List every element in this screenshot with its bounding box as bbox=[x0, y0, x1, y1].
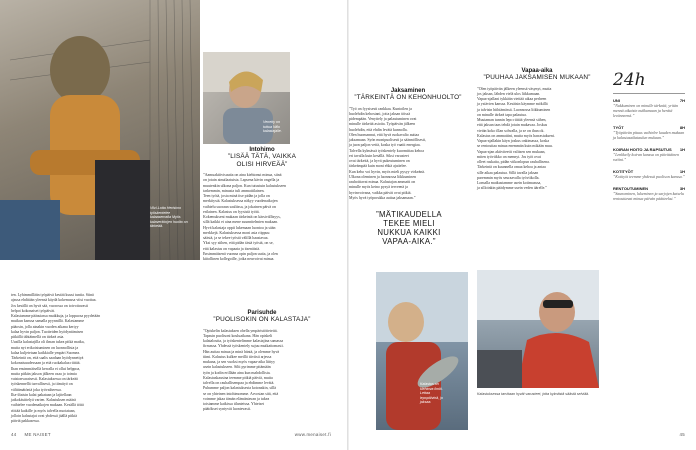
intohimo-line: erilainen. Kalastus on fyysistä työtä. bbox=[203, 209, 260, 214]
jaksaminen-line: ja juon paljon vettä, koska työ vaatii energiaa. bbox=[349, 143, 421, 148]
left-body-line: vaihtelee vuodenaikojen mukaan. Kesällä töitä bbox=[11, 403, 84, 408]
vapaa-aika-line: Lomalla matkustamme usein kotimaassa, bbox=[477, 181, 542, 185]
jaksaminen-line: rauhoittavat minua. Kalastajan ammatti on bbox=[349, 180, 416, 184]
sidebar-divider bbox=[613, 93, 685, 94]
intohimo-line: Yksi syy siihen, että pidän tästä työstä, on se, bbox=[203, 241, 274, 246]
vapaa-aika-line: Tärkeintä on kuunnella omaa kehoa ja antaa bbox=[477, 165, 546, 170]
intohimo-line: Ensimmäisenä vuonna opin paljon uutta, ja olen bbox=[203, 251, 278, 256]
intohimo-line: Hyvä kalastaja oppii lukemaan luontoa ja sään bbox=[203, 225, 276, 230]
left-body-line: välttämätöntä joka työvaiheessa. bbox=[11, 387, 62, 392]
parisuhde-line: firmassa. Yhdessä työskentely sujuu mutkattomasti. bbox=[203, 344, 284, 349]
left-body-line: Ihan ensimmäisellä kerralla ei ollut helppoa, bbox=[11, 366, 81, 371]
vapaa-aika-line: paremmin myös seuraavalla työviikolla. bbox=[477, 175, 540, 180]
photo-red-jacket bbox=[477, 270, 599, 388]
parisuhde-kicker: Parisuhde bbox=[247, 310, 277, 316]
vapaa-aika-line: Vapaa-ajallani tykkään viettää aikaa perheen bbox=[477, 97, 547, 101]
vapaa-aika-line: on minulle tärkeä tapa palautua. bbox=[477, 112, 527, 117]
sidebar-item-hours: 1H bbox=[679, 147, 685, 152]
intohimo-body bbox=[203, 173, 321, 262]
quote-line: TEKEE MIELI bbox=[383, 219, 435, 228]
sidebar-item-label: TYÖT bbox=[613, 125, 624, 130]
parisuhde-line: päätökset syntyvät luontevasti. bbox=[203, 407, 251, 412]
parisuhde-title: ”PUOLISOKIN ON KALASTAJA” bbox=[213, 316, 311, 323]
parisuhde-line: mukana, ja sen vuoksi myös vapaa-aika liittyy bbox=[203, 360, 276, 364]
magazine-name: ME NAISET bbox=[24, 432, 51, 437]
sidebar-item-desc: ”Saunominen, lukeminen ja sarjojen katselu rentouttavat minua päivän päätteeksi.” bbox=[613, 191, 684, 201]
vapaa-aika-line: olleet raskaita, pidän viikonlopun rauhallisena. bbox=[477, 160, 550, 164]
left-body-line: helpot kokonaiset työpäivät. bbox=[11, 308, 55, 313]
sidebar-item-hours: 3H bbox=[679, 186, 685, 191]
vapaa-aika-line: ”Olen työpäivän jälkeen yleensä väsynyt, mutta bbox=[477, 86, 552, 91]
sidebar-item-label: KOTITYÖT bbox=[613, 169, 634, 174]
parisuhde-line: Hän auttaa minua ja minä häntä, ja olemme hyvä bbox=[203, 349, 280, 354]
jaksaminen-title: ”TÄRKEINTÄ ON KEHONHUOLTO” bbox=[354, 94, 462, 101]
left-body-column bbox=[11, 293, 137, 424]
jaksaminen-line: minulle tärkeitä asioita. Työpäivän jälkeen bbox=[349, 122, 416, 127]
jaksaminen-line: Talvella kylmässä työskentely kuormittaa kehoa bbox=[349, 148, 424, 153]
parisuhde-line: talvella on rauhallisempaa ja ehdimme levätä. bbox=[203, 381, 275, 385]
left-body-line: kokonaisuudessaan ja että ruokakalaa riittää. bbox=[11, 361, 81, 366]
left-body-line: muikun kanssa samalla pyynnillä. Kalastamme bbox=[11, 319, 85, 324]
section-vapaa-aika bbox=[477, 68, 597, 192]
parisuhde-line: Kalastuskausina teemme pitkiä päiviä, mutta bbox=[203, 375, 273, 380]
intohimo-line: säästä, ja se tekee työstä välillä haastavaa. bbox=[203, 236, 269, 240]
vapaa-aika-line: ja ystävien kanssa. Kesäisin käymme mökillä bbox=[477, 102, 548, 107]
jaksaminen-line: Olen huomannut, että hyvä ruokavalio auttaa bbox=[349, 132, 420, 137]
pull-quote bbox=[353, 210, 465, 246]
left-body-line: työskennellä turvallisesti, ja tiimityö on bbox=[11, 382, 73, 387]
vapaa-aika-line: että jaksan taas tehdä jotain mukavaa. Joskus bbox=[477, 123, 548, 128]
intohimo-line: tarkemmin, minusta tuli ammattilainen. bbox=[203, 188, 265, 193]
section-intohimo bbox=[203, 147, 321, 262]
jaksaminen-line: Myös hyvä työporukka auttaa jaksamaan.” bbox=[349, 195, 416, 200]
parisuhde-line: se on yhteinen intohimomme. Arvostan sitä, että bbox=[203, 391, 279, 396]
left-body-line: riittää kaikille ja myös talvella nuotataan, bbox=[11, 408, 76, 413]
jaksaminen-line: hyvinvoivana, vaikka päivät ovat pitkiä. bbox=[349, 190, 412, 195]
sidebar-items bbox=[613, 98, 685, 201]
left-body-line: ajassa ehditään yleensä käydä kokemassa viisi vuottaa. bbox=[11, 298, 97, 303]
sidebar-item bbox=[613, 147, 685, 162]
photo-woman-car bbox=[203, 52, 290, 144]
red-jacket-illustration bbox=[477, 270, 599, 388]
vapaa-aika-line: miten työviikko on mennyt. Jos työt ovat bbox=[477, 154, 541, 159]
left-body-line: Ilta-iltaisin kalat pakataan ja lajitellaan bbox=[11, 392, 72, 397]
photo-fish-catch bbox=[376, 272, 468, 430]
page-number-left: 44 bbox=[11, 432, 17, 437]
vapaa-aika-line: sille aikaa palautua. Sillä tavalla jaksan bbox=[477, 170, 539, 175]
left-body-line: kalaa hyvin paljon. Tuotteiden hyödyntämisen bbox=[11, 329, 84, 334]
sidebar-item bbox=[613, 98, 685, 118]
vapaa-aika-body bbox=[477, 87, 597, 192]
jaksaminen-line: Ulkona oleminen ja luonnossa liikkuminen bbox=[349, 174, 416, 179]
vapaa-aika-line: ja talvisin hiihtämässä. Luonnossa liikkuminen bbox=[477, 107, 551, 112]
jaksaminen-line: jaksamaan. Syön monipuolisesti ja säännöllisesti, bbox=[349, 138, 426, 142]
parisuhde-body bbox=[203, 329, 321, 413]
footer-left bbox=[11, 432, 331, 437]
jaksaminen-line: ovat tärkeitä, ja hyvä pukeutuminen on bbox=[349, 159, 410, 163]
left-body-line: Jos kesällä on hyvä sää, vuorossa on toivottavasti bbox=[11, 303, 88, 308]
left-body-line: mutta nyt erikoistuminen on luonnollista ja bbox=[11, 345, 79, 350]
quote-text bbox=[353, 210, 465, 246]
sidebar-item-desc: ”Lenkkeily koiran kanssa on päivittäinen rutiini.” bbox=[613, 152, 679, 162]
photo4-caption: Kalastuksessa tarvitaan hyvät varusteet, jotta kylmästä säästä selviää. bbox=[477, 392, 590, 396]
jaksaminen-line: tärkeämpää kuin moni ehkä ajattelee. bbox=[349, 164, 408, 169]
vapaa-aika-title: ”PUUHAA JAKSAMISEN MUKAAN” bbox=[483, 74, 591, 81]
parisuhde-line: kalataloutta, ja työskentelimme kalastajina samassa bbox=[203, 339, 284, 343]
intohimo-line: Kokemukseni mukaan tärkeintä on kärsivällisyys, bbox=[203, 215, 281, 219]
left-body-line: pääosin, jolla ainakin vuoden aikana kertyy bbox=[11, 324, 79, 329]
left-body-line: vaistonvaraisesti. Kalastuksessa on tärkeää bbox=[11, 377, 78, 381]
vapaa-aika-line: Kalastus on ammattini, mutta myös harrastukseni. bbox=[477, 133, 555, 138]
vapaa-aika-line: ja silloinkin päädymme usein veden äärelle.” bbox=[477, 186, 548, 191]
left-body-line: jolloin kalastajat ovat yhdessä jäällä pitkiä bbox=[11, 413, 78, 418]
sidebar-item-desc: ”Kotityöt teemme yhdessä puolison kanssa.” bbox=[613, 174, 685, 179]
jaksaminen-line: Kun keho voi hyvin, myös mieli pysyy virkeänä. bbox=[349, 169, 425, 174]
right-page bbox=[349, 0, 696, 450]
quote-line: VAPAA-AIKA.” bbox=[382, 237, 436, 246]
section-jaksaminen bbox=[349, 88, 467, 201]
intohimo-line: merkitystä. Kalastuksessa näkyy vuodenaikojen bbox=[203, 199, 278, 204]
left-body-line: mutta pitkän jakson jälkeen osaa jo toimia bbox=[11, 371, 77, 376]
sidebar-item-hours: 7H bbox=[679, 98, 685, 103]
photo3-caption: Kalastus on kiehtova ilmiö. Lettaa lepopäivinä, jo jaksaa. bbox=[420, 382, 443, 404]
sidebar-item bbox=[613, 169, 685, 179]
intohimo-title-line2: OLISI HIRVEÄÄ” bbox=[236, 160, 288, 168]
photo-worker-nets bbox=[0, 0, 200, 260]
left-body-line: Tärkeintä on, että saalis saadaan hyödynnettyä bbox=[11, 356, 84, 360]
sidebar-logo: 24h bbox=[613, 70, 646, 90]
parisuhde-line: ”Opiskelin kalastuksen ohella ympäristötieteitä. bbox=[203, 328, 278, 333]
fish-illustration bbox=[376, 272, 468, 430]
intohimo-line: kiitollinen kollegoille, jotka neuvoivat minua. bbox=[203, 257, 275, 261]
parisuhde-line: toisiamme kaikissa tilanteissa. Yhteiset bbox=[203, 402, 265, 406]
jaksaminen-line: ”Työ on fyysisesti rankkaa. Kuntoilen ja bbox=[349, 106, 412, 111]
left-body-line: pitkällä tähtäimellä on tärkeä asia. bbox=[11, 335, 65, 339]
intohimo-line: Teen työtä, josta minä itse pidän ja jolla on bbox=[203, 194, 270, 198]
sidebar-item bbox=[613, 125, 685, 140]
photo2-caption: Venetty on tuttua Niilo kalastajalle. bbox=[263, 120, 282, 133]
sidebar-item bbox=[613, 186, 685, 201]
vapaa-aika-line: se rentouttaa minua enemmän kuin mikään muu. bbox=[477, 144, 553, 149]
left-body-line: Uusilla kalastajilla oli ilman tukea pitkä matka, bbox=[11, 340, 85, 345]
section-parisuhde bbox=[203, 310, 321, 413]
intohimo-line: ”Aamuaktiivisuutta on aina kiehtonut minua, siinä bbox=[203, 173, 282, 177]
page-number-right: 45 bbox=[679, 432, 685, 437]
vapaa-aika-line: Vapaa-ajallakin käyn joskus onkimassa, koska bbox=[477, 139, 550, 143]
left-body-line: jatkokäsittelyä varten. Kalastuksen määrä bbox=[11, 398, 76, 402]
jaksaminen-line: huolehdin, että ehdin levätä kunnolla. bbox=[349, 127, 408, 132]
jaksaminen-line: huolehdin kehostani, jotta jaksan töissä bbox=[349, 111, 411, 116]
sidebar-item-label: UNI bbox=[613, 98, 620, 103]
sidebar-item-label: RENTOUTUMINEN bbox=[613, 186, 649, 191]
sidebar-item-desc: ”Nukkuminen on minulle tärkeää, yritän mennä aikaisin nukkumaan ja herätä levänneenä.” bbox=[613, 103, 678, 118]
website-left: www.menaiset.fi bbox=[294, 432, 331, 437]
intohimo-line: merkkejä. Kalastuksessa moni asia riippuu bbox=[203, 230, 270, 235]
sidebar-item-hours: 1H bbox=[679, 169, 685, 174]
vapaa-aika-kicker: Vapaa-aika bbox=[521, 68, 553, 74]
quote-line: NUKKUA KAIKKI bbox=[377, 228, 441, 237]
left-body-line: ten. Lyhimmillään työpäivä kestää kuusi tuntia. Siinä bbox=[11, 293, 94, 297]
vapaa-aika-line: Muutaman tunnin lepo riittää yleensä siihen, bbox=[477, 118, 547, 122]
parisuhde-line: Puhumme paljon kalastuksesta kotonakin, sillä bbox=[203, 386, 276, 391]
vapaa-aika-line: Vapaa-ajan aktiviteetit valitsen sen mukaan, bbox=[477, 149, 546, 154]
jaksaminen-line: eri tavalla kuin kesällä. Siksi varusteet bbox=[349, 153, 409, 158]
intohimo-kicker: Intohimo bbox=[249, 147, 275, 153]
sidebar-item-desc: ”Työpäivän pituus vaihtelee kauden mukaan ja kalastusaikataulun mukaan.” bbox=[613, 130, 685, 140]
intohimo-line: vaihtelu suoraan saaliissa, ja jokainen päivä on bbox=[203, 204, 276, 209]
left-body-line: Kalastamme pääasiassa muikkuja, ja loppuosa pyydetään bbox=[11, 314, 101, 318]
intohimo-line: muutenkin ulkona paljon. Kun tutustuin kalastukseen bbox=[203, 183, 286, 188]
vapaa-aika-line: vietän koko illan sohvalla, ja se on ihan ok. bbox=[477, 128, 545, 133]
intohimo-title-line1: ”LISÄÄ TÄTÄ, VAIKKA bbox=[227, 153, 297, 160]
sidebar-item-hours: 8H bbox=[679, 125, 685, 130]
intohimo-line: että kalastus on vapaata ja itsenäistä. bbox=[203, 246, 261, 251]
jaksaminen-body bbox=[349, 107, 467, 202]
intohimo-line: sillä kaikki ei aina mene suunnitelmien mukaan. bbox=[203, 220, 279, 225]
left-page bbox=[0, 0, 347, 450]
vapaa-aika-line: jos jaksan, lähden vielä ulos liikkumaan. bbox=[477, 91, 541, 96]
parisuhde-line: Tapasin puolisoni kouluaikana. Hän opiskeli bbox=[203, 333, 273, 338]
jaksaminen-line: minulle myös keino pysyä terveenä ja bbox=[349, 185, 408, 190]
jaksaminen-kicker: Jaksaminen bbox=[390, 88, 426, 94]
quote-line: ”MÄTIKAUDELLA bbox=[376, 210, 442, 219]
left-body-line: päiviä pakkasessa. bbox=[11, 419, 40, 423]
sidebar-24h bbox=[613, 70, 685, 208]
jaksaminen-line: pidempään. Venyttely ja palautuminen ovat bbox=[349, 117, 417, 121]
intohimo-line: on jotain ainutlaatuista. Lapsena kävin ongella ja bbox=[203, 178, 280, 183]
parisuhde-line: työn ja kodin erillään aina kun mahdollista. bbox=[203, 370, 271, 375]
parisuhde-line: usein kalastukseen. Silti pyrimme pitämään bbox=[203, 365, 271, 370]
sidebar-item-label: KOIRAN HOITO JA RAPSUTUS bbox=[613, 147, 672, 152]
parisuhde-line: voimme jakaa tämän elämäntavan ja tukea bbox=[203, 396, 270, 401]
parisuhde-line: tiimi. Kalastus kulkee meillä tiiviisti arjessa bbox=[203, 354, 272, 359]
left-body-line: kalaa kuljetetaan kaikkialle ympäri Suomea. bbox=[11, 350, 81, 355]
photo1-caption: Viivi-Lotta Hertsimo työskentelee kalaasemalla Myös kalaverkkojen huolto on tärkeää. bbox=[150, 206, 188, 228]
